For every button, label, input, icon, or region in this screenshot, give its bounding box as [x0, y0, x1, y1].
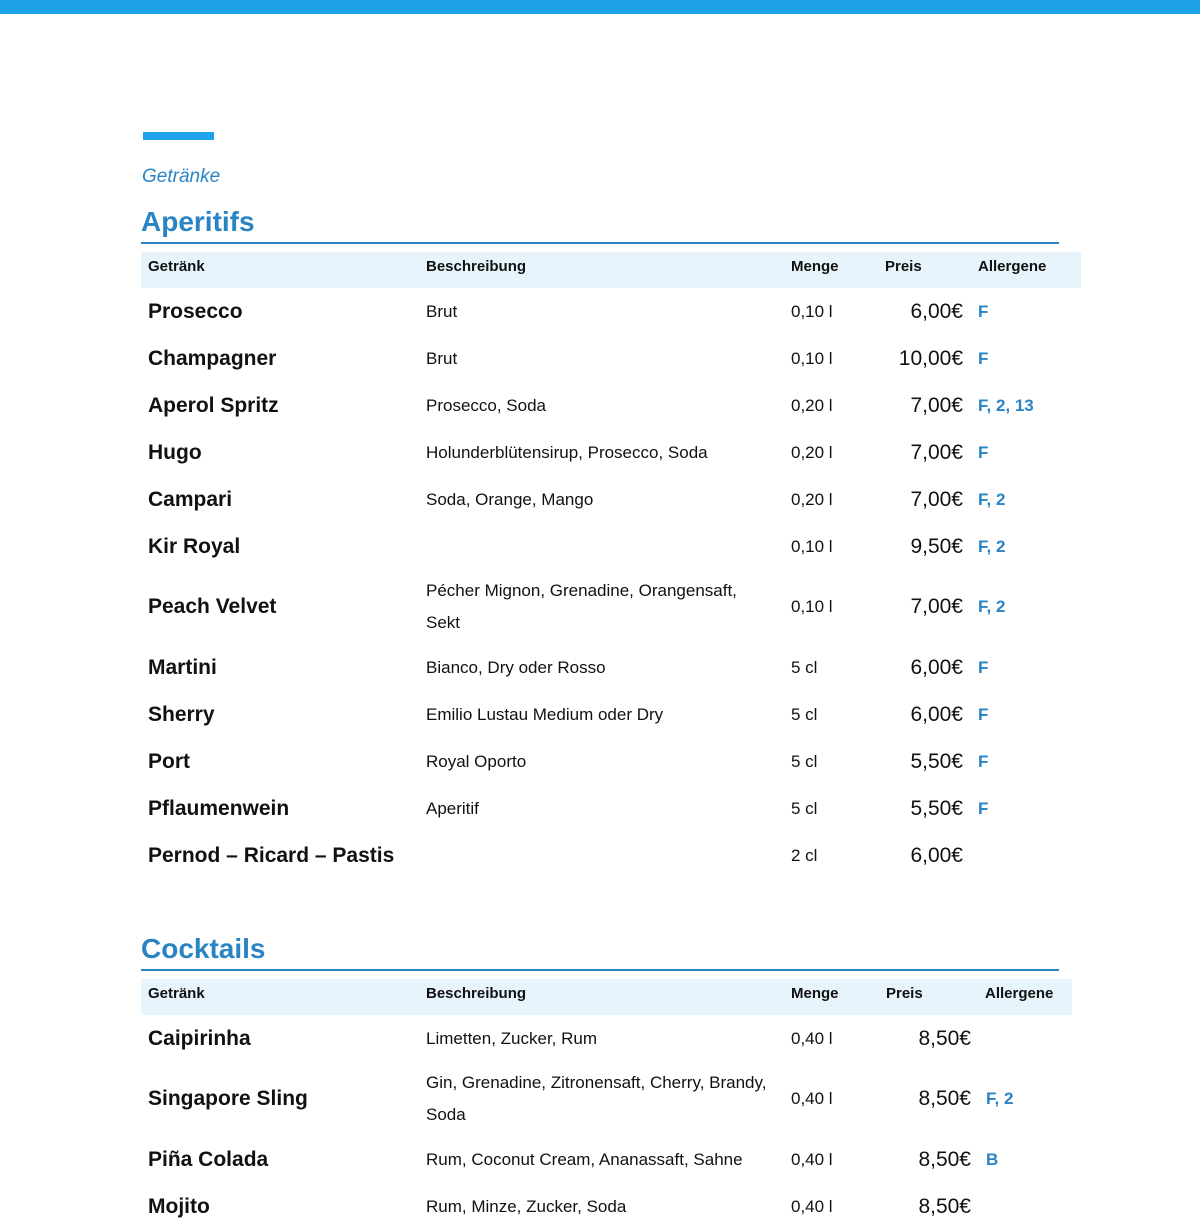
- drink-price: 7,00€: [910, 393, 963, 417]
- column-header-price: Preis: [886, 985, 923, 1002]
- column-header-drink: Getränk: [148, 985, 205, 1002]
- drink-allergens: F, 2, 13: [978, 395, 1034, 415]
- column-header-description: Beschreibung: [426, 985, 527, 1002]
- drink-price: 8,50€: [918, 1147, 971, 1171]
- drink-name: Peach Velvet: [148, 595, 277, 618]
- drink-description: Royal Oporto: [426, 751, 527, 771]
- column-header-drink: Getränk: [148, 258, 205, 275]
- drink-quantity: 0,10 l: [791, 301, 833, 321]
- drink-price: 7,00€: [910, 440, 963, 464]
- drink-price: 8,50€: [918, 1194, 971, 1218]
- section-title: Cocktails: [141, 933, 1059, 971]
- drink-name: Pernod – Ricard – Pastis: [148, 843, 395, 867]
- drink-description: Gin, Grenadine, Zitronensaft, Cherry, Brandy, Soda: [426, 1073, 767, 1124]
- section-aperitifs: [141, 206, 1081, 879]
- column-header-quantity: Menge: [791, 985, 839, 1002]
- drink-quantity: 0,40 l: [791, 1089, 833, 1108]
- drink-allergens: F, 2: [978, 597, 1006, 616]
- drink-name: Prosecco: [148, 299, 243, 323]
- drink-description: [426, 523, 771, 570]
- drink-price: 6,00€: [910, 655, 963, 679]
- table-row: [141, 429, 1081, 476]
- drink-description: Pécher Mignon, Grenadine, Orangensaft, Sekt: [426, 581, 737, 632]
- drink-quantity: 5 cl: [791, 751, 818, 771]
- drink-allergens: F: [978, 751, 989, 771]
- drink-name: Aperol Spritz: [148, 393, 279, 417]
- table-header: [141, 979, 1072, 1015]
- drink-allergens: B: [986, 1149, 999, 1169]
- drink-description: Limetten, Zucker, Rum: [426, 1028, 598, 1048]
- drink-allergens: F, 2: [978, 536, 1006, 556]
- drink-quantity: 0,10 l: [791, 536, 833, 556]
- drink-allergens: F: [978, 301, 989, 321]
- drink-price: 6,00€: [910, 299, 963, 323]
- drink-quantity: 0,10 l: [791, 597, 833, 616]
- drink-price: 7,00€: [910, 595, 963, 618]
- table-body: [141, 1015, 1081, 1230]
- drink-quantity: 0,40 l: [791, 1196, 833, 1216]
- section-title: Aperitifs: [141, 206, 1059, 244]
- drink-allergens: F: [978, 798, 989, 818]
- drink-description: Prosecco, Soda: [426, 395, 547, 415]
- drink-quantity: 0,20 l: [791, 442, 833, 462]
- drink-allergens: F: [978, 704, 989, 724]
- drink-description: Emilio Lustau Medium oder Dry: [426, 704, 664, 724]
- table-row: [141, 691, 1081, 738]
- top-accent-bar: [0, 0, 1200, 14]
- drink-price: 8,50€: [918, 1026, 971, 1050]
- column-header-allergens: Allergene: [978, 258, 1047, 275]
- drink-description: Soda, Orange, Mango: [426, 489, 594, 509]
- table-row: [141, 382, 1081, 429]
- drink-quantity: 0,40 l: [791, 1028, 833, 1048]
- drink-name: Campari: [148, 487, 233, 511]
- table-row: [141, 1136, 1081, 1183]
- drink-name: Caipirinha: [148, 1026, 251, 1050]
- drink-price: 6,00€: [910, 702, 963, 726]
- drink-price: 5,50€: [910, 749, 963, 773]
- table-row: [141, 1015, 1081, 1062]
- drink-price: 5,50€: [910, 796, 963, 820]
- table-row: [141, 288, 1081, 335]
- drink-allergens: F, 2: [986, 1089, 1014, 1108]
- drink-quantity: 5 cl: [791, 704, 818, 724]
- drink-allergens: F: [978, 442, 989, 462]
- drink-description: Holunderblütensirup, Prosecco, Soda: [426, 442, 708, 462]
- drink-allergens: F, 2: [978, 489, 1006, 509]
- drink-quantity: 0,10 l: [791, 348, 833, 368]
- drink-description: Brut: [426, 301, 458, 321]
- category-label: Getränke: [142, 166, 221, 187]
- drink-description: Rum, Minze, Zucker, Soda: [426, 1196, 627, 1216]
- table-row: [141, 476, 1081, 523]
- table-row: [141, 1183, 1081, 1230]
- table-header: [141, 252, 1081, 288]
- drink-quantity: 0,20 l: [791, 395, 833, 415]
- drink-quantity: 5 cl: [791, 798, 818, 818]
- drink-name: Port: [148, 749, 190, 773]
- drink-description: [426, 832, 771, 879]
- section-cocktails: [141, 933, 1081, 1230]
- drink-name: Hugo: [148, 440, 202, 464]
- drink-name: Martini: [148, 655, 217, 679]
- table-body: [141, 288, 1081, 879]
- drink-name: Sherry: [148, 702, 215, 726]
- table-row: [141, 832, 1081, 879]
- drink-quantity: 5 cl: [791, 657, 818, 677]
- drink-allergens: F: [978, 657, 989, 677]
- table-row: [141, 335, 1081, 382]
- drink-price: 6,00€: [910, 843, 963, 867]
- drink-name: Mojito: [148, 1194, 210, 1218]
- table-row: [141, 570, 1081, 644]
- accent-line: [143, 132, 214, 140]
- table-row: [141, 785, 1081, 832]
- drink-description: Bianco, Dry oder Rosso: [426, 657, 606, 677]
- table-row: [141, 738, 1081, 785]
- drink-allergens: F: [978, 348, 989, 368]
- drink-name: Singapore Sling: [148, 1087, 308, 1110]
- column-header-quantity: Menge: [791, 258, 839, 275]
- drink-description: Brut: [426, 348, 458, 368]
- drink-name: Piña Colada: [148, 1147, 269, 1171]
- drink-quantity: 0,40 l: [791, 1149, 833, 1169]
- drink-price: 8,50€: [918, 1087, 971, 1110]
- table-row: [141, 523, 1081, 570]
- column-header-price: Preis: [885, 258, 922, 275]
- drink-description: Rum, Coconut Cream, Ananassaft, Sahne: [426, 1149, 743, 1169]
- drink-name: Pflaumenwein: [148, 796, 290, 820]
- table-row: [141, 644, 1081, 691]
- drink-name: Kir Royal: [148, 534, 241, 558]
- drink-quantity: 0,20 l: [791, 489, 833, 509]
- drink-price: 10,00€: [898, 346, 963, 370]
- column-header-description: Beschreibung: [426, 258, 527, 275]
- drink-description: Aperitif: [426, 798, 479, 818]
- drink-price: 9,50€: [910, 534, 963, 558]
- table-row: [141, 1062, 1081, 1136]
- drink-name: Champagner: [148, 346, 277, 370]
- column-header-allergens: Allergene: [985, 985, 1054, 1002]
- drink-quantity: 2 cl: [791, 845, 818, 865]
- drink-price: 7,00€: [910, 487, 963, 511]
